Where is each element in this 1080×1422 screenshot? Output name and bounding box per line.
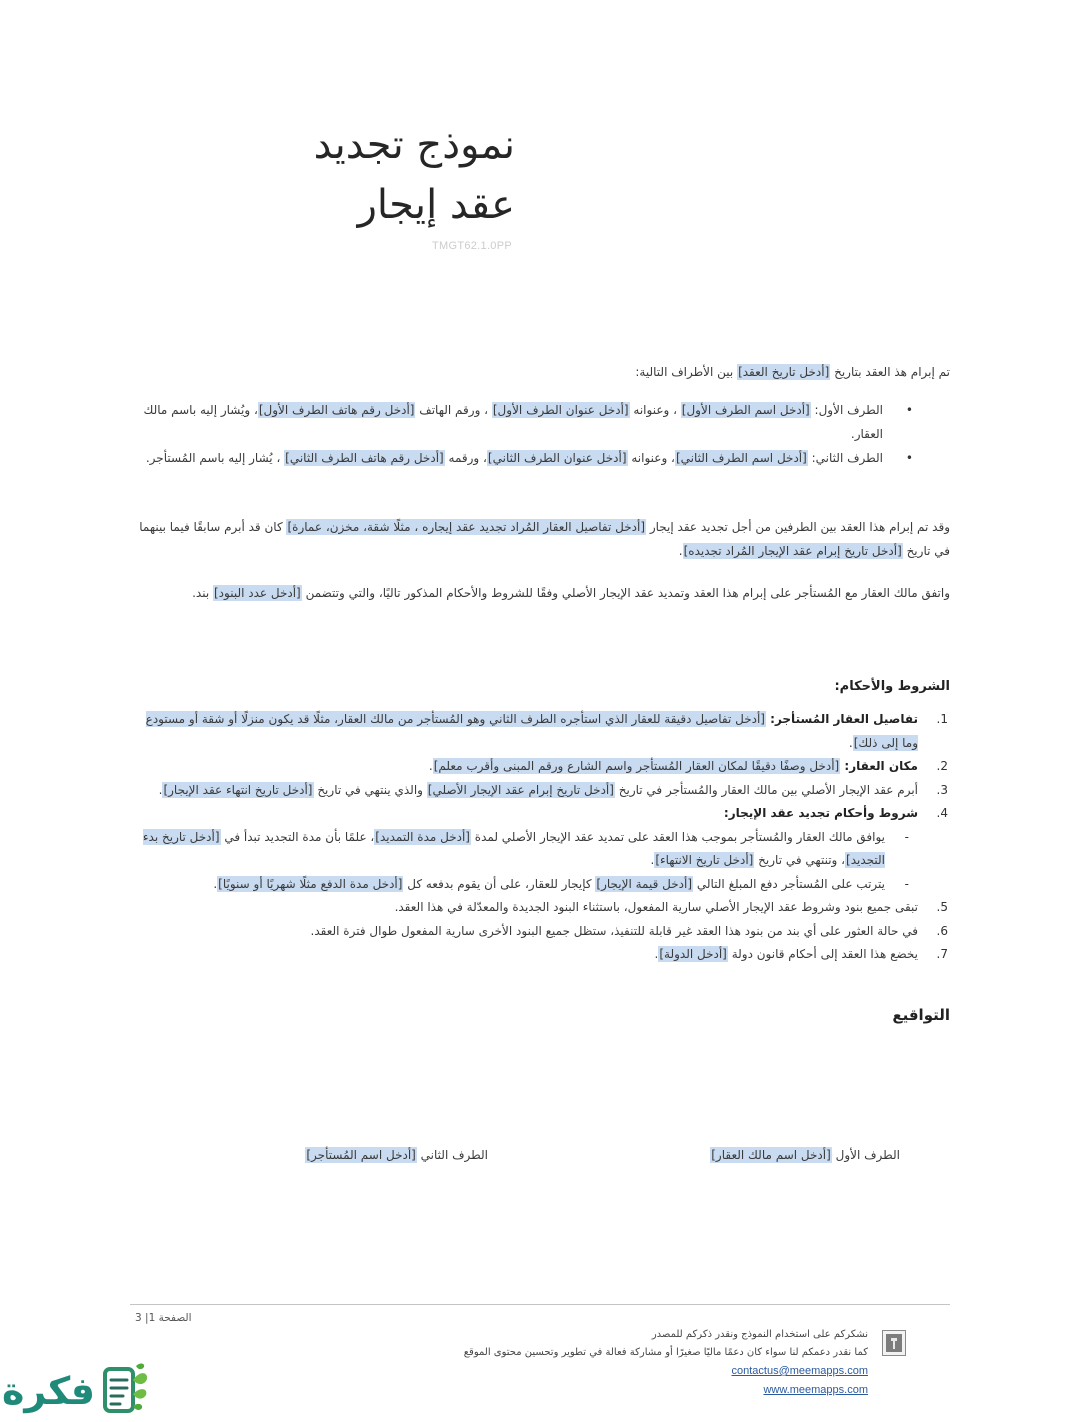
paragraph-text: . <box>678 544 683 558</box>
item-number: 5. <box>936 900 948 914</box>
spacer <box>130 605 950 675</box>
contact-email-link[interactable]: contactus@meemapps.com <box>731 1365 868 1377</box>
original-contract-date-field: [أدخل تاريخ إبرام عقد الإيجار المُراد تجديده] <box>683 544 902 558</box>
party-second-text <box>130 446 883 470</box>
original-end-date-field: [أدخل تاريخ انتهاء عقد الإيجار] <box>163 782 313 797</box>
spacer <box>130 1027 950 1143</box>
sub-text-part: يترتب على المُستأجر دفع المبلغ التالي <box>693 876 885 891</box>
bullet-marker: • <box>905 403 913 417</box>
first-party-phone-field: [أدخل رقم هاتف الطرف الأول] <box>258 403 415 417</box>
template-logo-icon <box>882 1330 906 1356</box>
party-text: ، وعنوانه <box>627 451 675 465</box>
item-text-end: . <box>428 759 433 773</box>
spacer <box>130 1167 950 1291</box>
sub-text-part: كإيجار للعقار، على أن يقوم بدفعه كل <box>403 876 596 891</box>
sub-item-text <box>130 826 885 873</box>
item-number: 2. <box>936 759 948 773</box>
item-number: 7. <box>936 947 948 961</box>
dash-marker: - <box>904 876 909 891</box>
party-text: ، ورقمه <box>444 451 487 465</box>
tenant-name-field: [أدخل اسم المُستأجر] <box>306 1147 416 1162</box>
title-line-2: عقد إيجار <box>357 182 515 228</box>
footer-support: كما نقدر دعمكم لنا سواء كان دعمًا ماليًا صغيرًا أو مشاركة فعالة في تطوير وتحسين محتوى الموقع <box>463 1347 868 1358</box>
item-text <box>130 755 918 779</box>
item-label: شروط وأحكام تجديد عقد الإيجار: <box>723 806 918 820</box>
spacer <box>130 470 950 515</box>
party-first-text <box>130 398 883 446</box>
owner-name-field: [أدخل اسم مالك العقار] <box>711 1147 831 1162</box>
item-number: 4. <box>936 806 948 820</box>
sub-text-part: . <box>213 876 218 891</box>
signatures-row <box>130 1143 950 1167</box>
terms-item-2 <box>130 755 950 779</box>
title-line-1: نموذج تجديد <box>313 122 515 168</box>
party-second-label: الطرف الثاني: <box>807 451 883 465</box>
terms-item-5 <box>130 896 950 920</box>
second-party-signature <box>305 1143 488 1167</box>
bullet-marker: • <box>905 451 913 465</box>
terms-item-3 <box>130 779 950 803</box>
terms-item-1 <box>130 708 950 755</box>
property-location-field: [أدخل وصفًا دقيقًا لمكان العقار المُستأجر واسم الشارع ورقم المبنى وأقرب معلم] <box>433 759 840 773</box>
item-label: تفاصيل العقار المُستأجر: <box>765 712 918 726</box>
item-text-part: يخضع هذا العقد إلى أحكام قانون دولة <box>727 947 918 961</box>
renewal-sub-item-2 <box>130 873 950 897</box>
party-text: ، وعنوانه <box>629 403 681 417</box>
parties-list <box>130 398 950 470</box>
item-text-end: . <box>654 947 659 961</box>
renewal-start-date-field: [أدخل تاريخ بدء التجديد] <box>142 829 885 867</box>
intro-text-end: بين الأطراف التالية: <box>635 365 738 379</box>
item-text-part: أبرم عقد الإيجار الأصلي بين مالك العقار والمُستأجر في تاريخ <box>614 782 918 797</box>
renewal-sub-item-1 <box>130 826 950 873</box>
intro-text: تم إبرام هذ العقد بتاريخ <box>830 365 950 379</box>
paragraph-text: كان قد أبرم سابقًا فيما بينهما في تاريخ <box>139 520 950 558</box>
sub-item-text <box>130 873 885 897</box>
item-text <box>130 943 918 967</box>
indent <box>918 873 950 897</box>
terms-item-6 <box>130 920 950 944</box>
spacer <box>130 967 950 1003</box>
item-text-end: . <box>848 735 853 750</box>
renewal-paragraph <box>130 515 950 563</box>
agreement-paragraph <box>130 581 950 605</box>
item-text: تبقى جميع بنود وشروط عقد الإيجار الأصلي سارية المفعول، باستثناء البنود الجديدة والمعدّلة في هذا العقد. <box>394 900 918 914</box>
party-second-item <box>130 446 920 470</box>
item-label: مكان العقار: <box>840 759 918 773</box>
first-party-signature-label: الطرف الأول <box>831 1147 900 1162</box>
first-party-address-field: [أدخل عنوان الطرف الأول] <box>492 403 629 417</box>
party-text: ، ويُشار إليه باسم مالك العقار. <box>143 403 883 441</box>
watermark-text: فكرة <box>2 1369 96 1413</box>
second-party-phone-field: [أدخل رقم هاتف الطرف الثاني] <box>285 451 444 465</box>
payment-period-field: [أدخل مدة الدفع مثلًا شهريًا أو سنويًا] <box>218 876 403 891</box>
clause-count-field: [أدخل عدد البنود] <box>213 586 301 600</box>
dash-marker: - <box>904 829 909 844</box>
contract-date-field: [أدخل تاريخ العقد] <box>738 365 830 379</box>
first-party-signature <box>710 1143 900 1167</box>
document-body <box>130 360 950 1290</box>
leaf-book-icon <box>100 1360 150 1418</box>
terms-heading: الشروط والأحكام: <box>834 679 950 694</box>
spacer <box>130 699 950 708</box>
terms-item-7 <box>130 943 950 967</box>
renewal-end-date-field: [أدخل تاريخ الانتهاء] <box>655 853 754 867</box>
first-party-name-field: [أدخل اسم الطرف الأول] <box>681 403 810 417</box>
rented-property-details-field: [أدخل تفاصيل دقيقة للعقار الذي استأجره الطرف الثاني وهو المُستأجر من مالك العقار، مثلًا قد يكون منزلًا أو شقة أو مستودع وما إلى ذلك] <box>145 712 918 750</box>
indent <box>918 826 950 873</box>
item-text-end: . <box>158 782 163 797</box>
item-number: 3. <box>936 782 948 797</box>
country-field: [أدخل الدولة] <box>659 947 727 961</box>
footer-website-line <box>348 1381 868 1400</box>
sub-text-part: يوافق مالك العقار والمُستأجر بموجب هذا العقد على تمديد عقد الإيجار الأصلي لمدة <box>470 829 885 844</box>
item-text: في حالة العثور على أي بند من بنود هذا العقد غير قابلة للتنفيذ، ستظل جميع البنود الأخرى سارية المفعول طوال فترة العقد. <box>310 923 918 938</box>
spacer <box>130 563 950 581</box>
item-text-part: والذي ينتهي في تاريخ <box>313 782 427 797</box>
sub-text-part: ، علمًا بأن مدة التجديد تبدأ في <box>220 829 375 844</box>
property-details-field: [أدخل تفاصيل العقار المُراد تجديد عقد إيجاره ، مثلًا شقة، مخزن، عمارة] <box>287 520 646 534</box>
party-first-item <box>130 398 920 446</box>
page-number: الصفحة 1| 3 <box>135 1312 192 1324</box>
template-code: TMGT62.1.0PP <box>431 240 512 252</box>
second-party-address-field: [أدخل عنوان الطرف الثاني] <box>487 451 627 465</box>
footer-thanks: نشكركم على استخدام النموذج ونقدر ذكركم للمصدر <box>651 1329 868 1340</box>
item-text <box>130 779 918 803</box>
party-text: ، ورقم الهاتف <box>415 403 492 417</box>
item-text <box>130 708 918 755</box>
paragraph-text: واتفق مالك العقار مع المُستأجر على إبرام هذا العقد وتمديد عقد الإيجار الأصلي وفقًا للشروط والأحكام المذكور تاليًا، والتي وتتضمن <box>301 586 950 600</box>
paragraph-text: بند. <box>192 586 213 600</box>
party-text: ، يُشار إليه باسم المُستأجر. <box>145 451 285 465</box>
document-title <box>314 115 515 235</box>
original-start-date-field: [أدخل تاريخ إبرام عقد الإيجار الأصلي] <box>427 782 614 797</box>
rent-value-field: [أدخل قيمة الإيجار] <box>596 876 693 891</box>
terms-list <box>130 708 950 967</box>
terms-item-4 <box>130 802 950 826</box>
website-link[interactable]: www.meemapps.com <box>763 1384 868 1396</box>
footer-credits <box>348 1326 868 1400</box>
paragraph-text: وقد تم إبرام هذا العقد بين الطرفين من أجل تجديد عقد إيجار <box>646 520 950 534</box>
item-text <box>130 802 918 826</box>
second-party-name-field: [أدخل اسم الطرف الثاني] <box>675 451 807 465</box>
footer-email-line <box>348 1362 868 1381</box>
extension-period-field: [أدخل مدة التمديد] <box>375 829 470 844</box>
item-number: 1. <box>936 712 948 726</box>
signatures-heading: التواقيع <box>892 1005 950 1024</box>
item-number: 6. <box>936 923 948 938</box>
party-first-label: الطرف الأول: <box>810 403 883 417</box>
sub-text-part: ، وتنتهي في تاريخ <box>754 853 846 867</box>
second-party-signature-label: الطرف الثاني <box>416 1147 488 1162</box>
spacer <box>130 384 950 398</box>
intro-paragraph <box>130 360 950 384</box>
footer-divider <box>130 1304 950 1305</box>
sub-text-part: . <box>650 853 655 867</box>
